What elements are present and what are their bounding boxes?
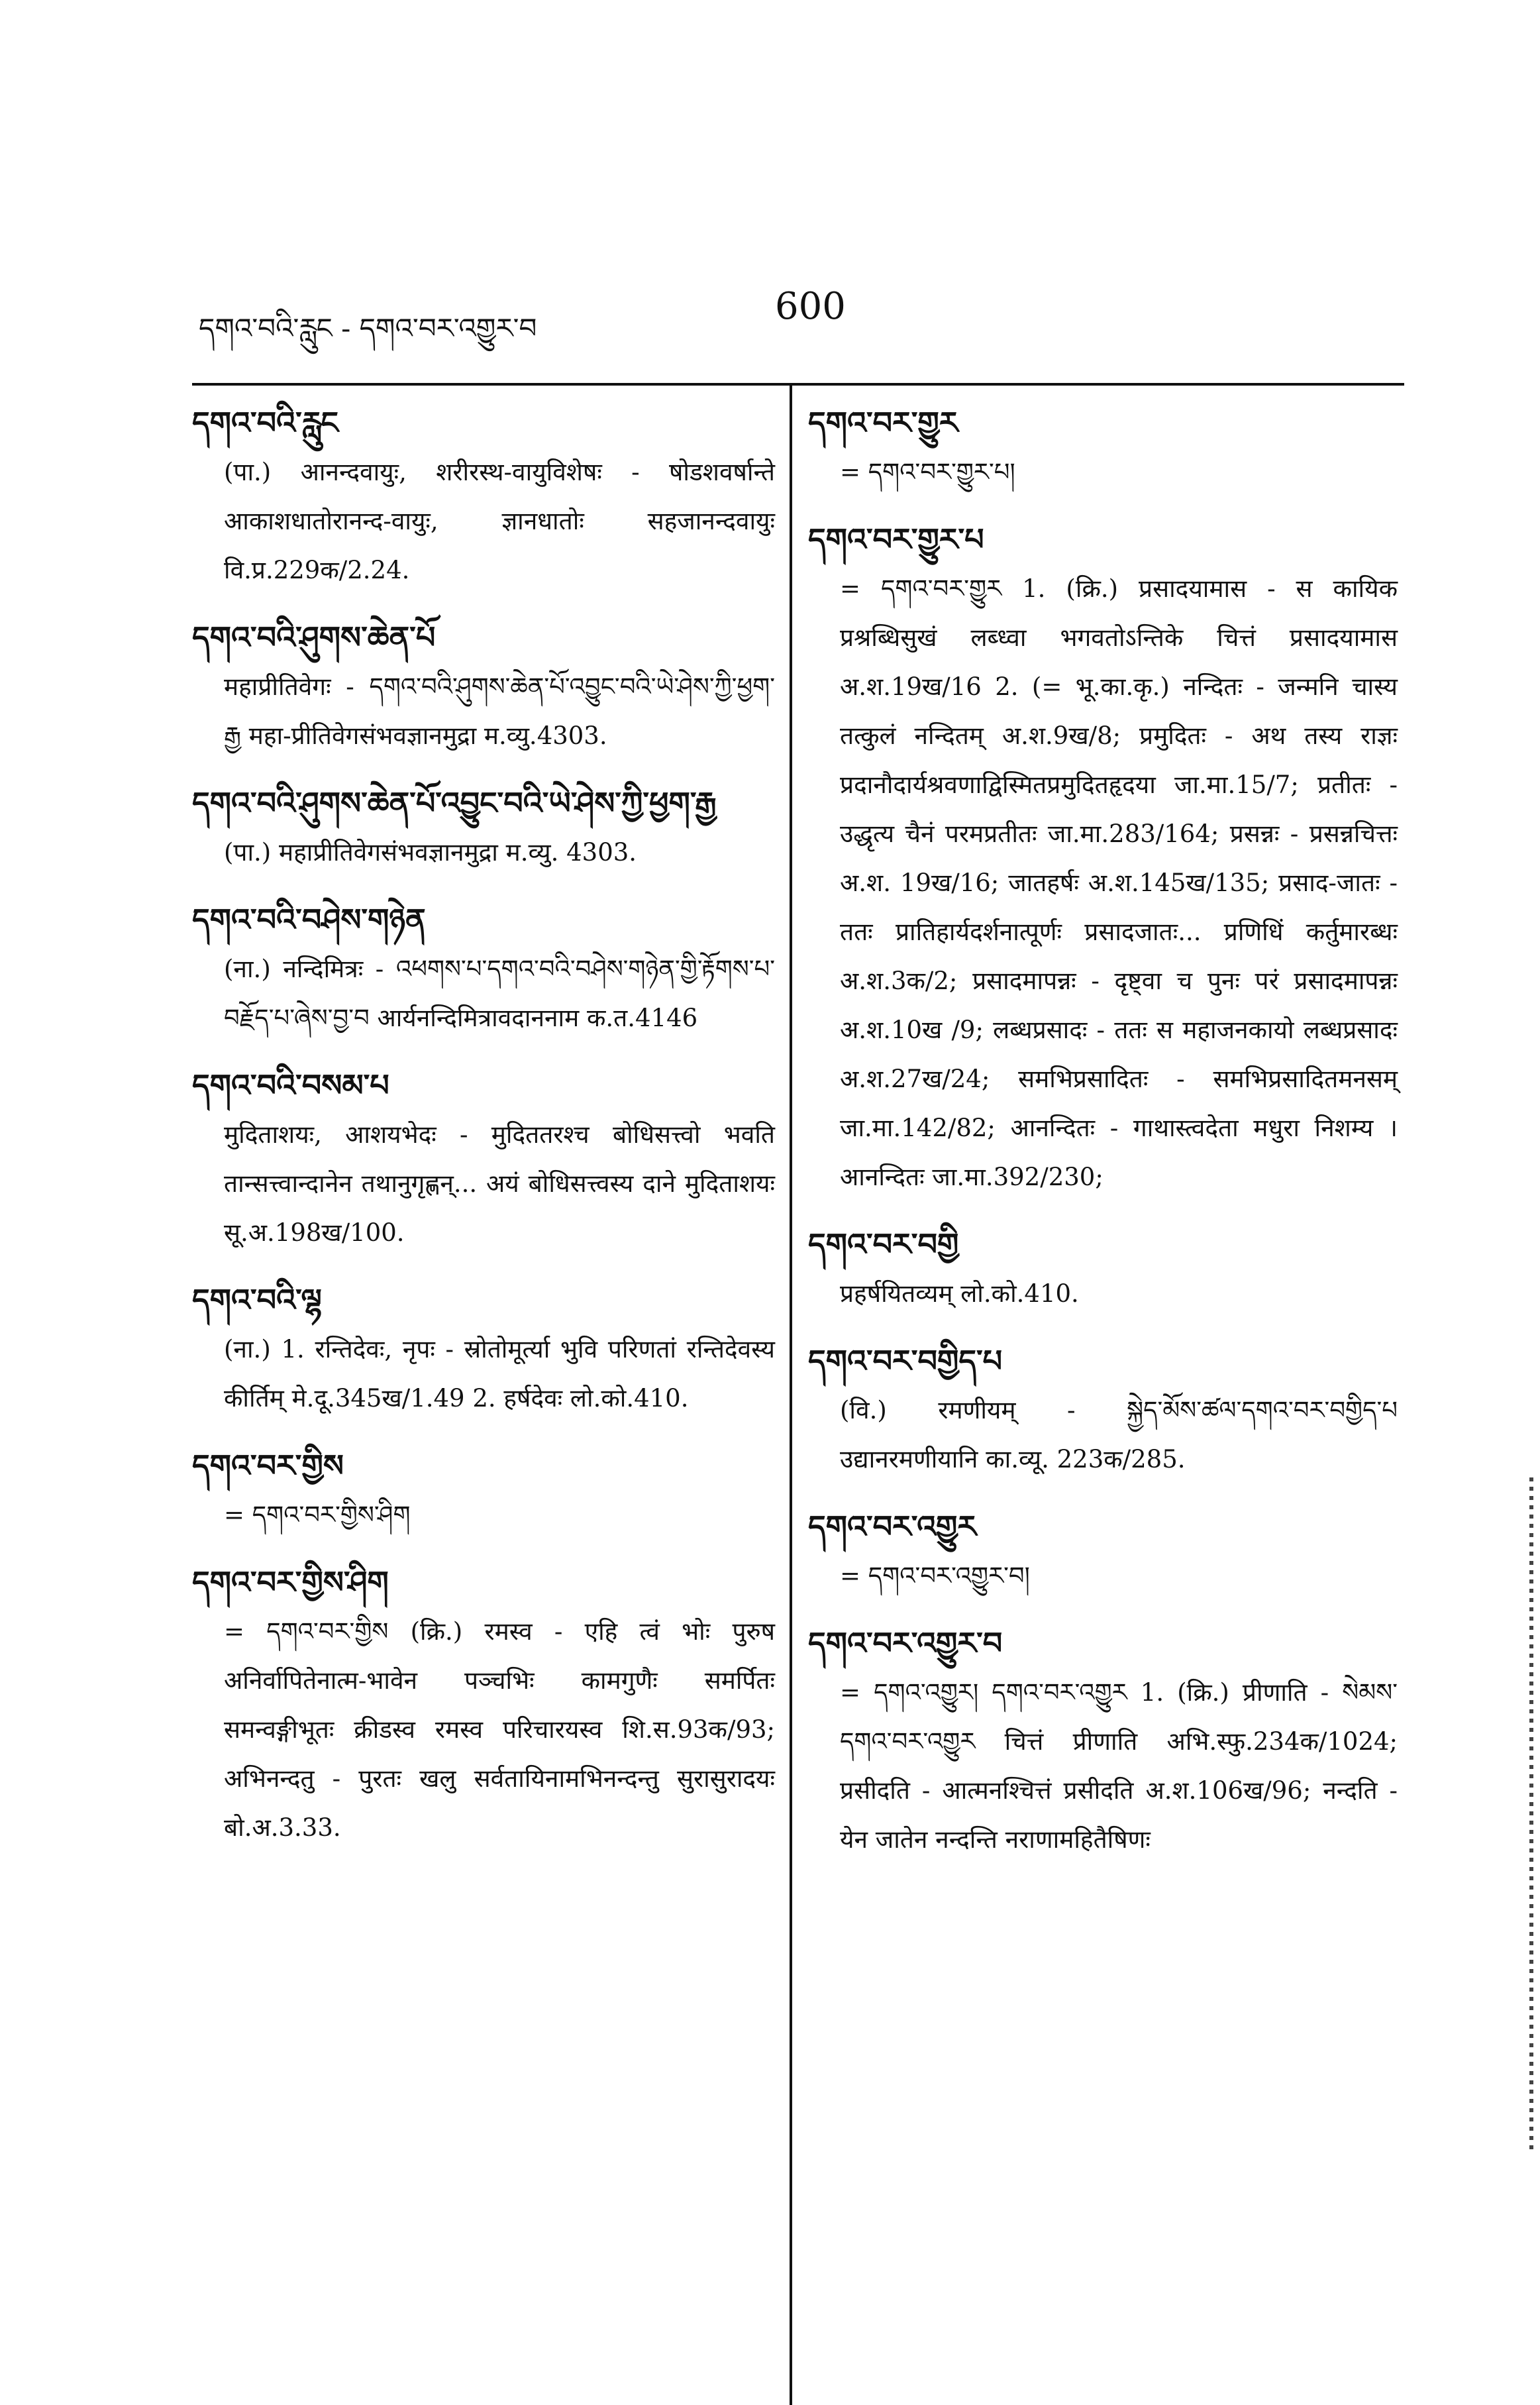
entry-headword: དགའ་བར་གྱུར་པ (808, 521, 984, 557)
entry-headword: དགའ་བའི་རླུང (192, 405, 338, 441)
page-number: 600 (775, 285, 846, 328)
entry-body: मुदिताशयः, आशयभेदः - मुदिततरश्च बोधिसत्त्वो भवति तान्सत्त्वान्दानेन तथानुगृह्णन्... अयं बोधिसत्त्वस्य दाने मुदिताशयः सू.अ.198ख/100. (224, 1120, 775, 1247)
dictionary-entry (192, 1060, 775, 1257)
entry-headword: དགའ་བར་གྱིས (192, 1448, 344, 1483)
dictionary-entry (808, 1219, 1398, 1318)
entry-headword: དགའ་བའི་བཤེས་གཉེན (192, 902, 426, 937)
header-rule (192, 383, 1404, 386)
dictionary-entry (192, 894, 775, 1043)
entry-body: (वि.) रमणीयम् - སྐྱེད་མོས་ཚལ་དགའ་བར་བགྱིད་པ उद्यानरमणीयानि का.व्यू. 223क/285. (840, 1396, 1398, 1473)
entry-body: महाप्रीतिवेगः - དགའ་བའི་ཤུགས་ཆེན་པོ་འབྱུང་བའི་ཡེ་ཤེས་ཀྱི་ཕྱག་རྒྱ महा-प्रीतिवेगसंभवज्ञानमुद्रा म.व्यु.4303. (224, 672, 775, 750)
right-column (808, 398, 1398, 1882)
running-head-title: དགའ་བའི་རླུང - དགའ་བར་འགྱུར་བ (199, 312, 537, 345)
dictionary-entry (808, 398, 1398, 497)
entry-body: = དགའ་བར་གྱིས (क्रि.) रमस्व - एहि त्वं भोः पुरुष अनिर्वापितेनात्म-भावेन पञ्चभिः कामगुणैः समर्पितः समन्वङ्गीभूतः क्रीडस्व रमस्व परिचारयस्व शि.स.93क/93; अभिनन्दतु - पुरतः खलु सर्वतायिनामभिनन्दन्तु सुरासुरादयः बो.अ.3.33. (224, 1617, 775, 1842)
entry-body: (ना.) नन्दिमित्रः - འཕགས་པ་དགའ་བའི་བཤེས་གཉེན་གྱི་རྟོགས་པ་བརྗོད་པ་ཞེས་བྱ་བ आर्यनन्दिमित्रावदाननाम क.त.4146 (224, 955, 775, 1032)
entry-headword: དགའ་བའི་ཤུགས་ཆེན་པོ (192, 619, 436, 655)
entry-headword: དགའ་བའི་ལྷ (192, 1282, 322, 1318)
dictionary-entry (192, 1557, 775, 1852)
entry-body: प्रहर्षयितव्यम् लो.को.410. (840, 1279, 1079, 1308)
entry-body: = དགའ་བར་གྱུར་པ། (840, 458, 1015, 486)
left-column (192, 398, 775, 1870)
dictionary-entry (808, 1501, 1398, 1601)
entry-headword: དགའ་བའི་བསམ་པ (192, 1067, 389, 1103)
dictionary-entry (192, 1440, 775, 1540)
column-divider (790, 384, 792, 2405)
entry-headword: དགའ་བར་འགྱུར་བ (808, 1625, 1003, 1661)
entry-body: = དགའ་བར་གྱུར 1. (क्रि.) प्रसादयामास - स कायिक प्रश्रब्धिसुखं लब्ध्वा भगवतोऽन्तिके चित्तं प्रसादयामास अ.श.19ख/16 2. (= भू.का.कृ.) नन्दितः - जन्मनि चास्य तत्कुलं नन्दितम् अ.श.9ख/8; प्रमुदितः - अथ तस्य राज्ञः प्रदानौदार्यश्रवणाद्विस्मितप्रमुदितहृदया जा.मा.15/7; प्रतीतः - उद्धृत्य चैनं परमप्रतीतः जा.मा.283/164; प्रसन्नः - प्रसन्नचित्तः अ.श. 19ख/16; जातहर्षः अ.श.145ख/135; प्रसाद-जातः - ततः प्रातिहार्यदर्शनात्पूर्णः प्रसादजातः... प्रणिधिं कर्तुमारब्धः अ.श.3क/2; प्रसादमापन्नः - दृष्ट्वा च पुनः परं प्रसादमापन्नः अ.श.10ख /9; लब्धप्रसादः - ततः स महाजनकायो लब्धप्रसादः अ.श.27ख/24; समभिप्रसादितः - समभिप्रसादितमनसम् जा.मा.142/82; आनन्दितः - गाथास्त्वदेता मधुरा निशम्य । आनन्दितः जा.मा.392/230; (840, 574, 1398, 1191)
scan-edge-marks (1529, 1477, 1533, 2153)
running-head (199, 285, 1411, 345)
entry-headword: དགའ་བར་གྱིས་ཤིག (192, 1564, 389, 1600)
entry-headword: དགའ་བར་བགྱི (808, 1226, 959, 1262)
entry-body: (ना.) 1. रन्तिदेवः, नृपः - स्रोतोमूर्त्या भुवि परिणतां रन्तिदेवस्य कीर्तिम् मे.दू.345ख/1.49 2. हर्षदेवः लो.को.410. (224, 1335, 775, 1413)
dictionary-entry (808, 514, 1398, 1202)
dictionary-entry (808, 1618, 1398, 1864)
entry-headword: དགའ་བར་གྱུར (808, 405, 958, 441)
entry-body: (पा.) महाप्रीतिवेगसंभवज्ञानमुद्रा म.व्यु. 4303. (224, 838, 637, 867)
dictionary-entry (808, 1336, 1398, 1484)
entry-headword: དགའ་བའི་ཤུགས་ཆེན་པོ་འབྱུང་བའི་ཡེ་ཤེས་ཀྱི་ཕྱག་རྒྱ (192, 785, 717, 821)
entry-body: (पा.) आनन्दवायुः, शरीरस्थ-वायुविशेषः - षोडशवर्षान्ते आकाशधातोरानन्द-वायुः, ज्ञानधातोः सहजानन्दवायुः वि.प्र.229क/2.24. (224, 458, 775, 584)
dictionary-entry (192, 1275, 775, 1423)
dictionary-entry (192, 778, 775, 877)
entry-body: = དགའ་བར་གྱིས་ཤིག (224, 1501, 411, 1529)
dictionary-entry (192, 612, 775, 761)
entry-headword: དགའ་བར་བགྱིད་པ (808, 1343, 1003, 1379)
entry-body: = དགའ་བར་འགྱུར་བ། (840, 1562, 1030, 1590)
entry-body: = དགའ་འགྱུར། དགའ་བར་འགྱུར 1. (क्रि.) प्रीणाति - སེམས་དགའ་བར་འགྱུར चित्तं प्रीणाति अभि.स्फु.234क/1024; प्रसीदति - आत्मनश्चित्तं प्रसीदति अ.श.106ख/96; नन्दति - येन जातेन नन्दन्ति नराणामहितैषिणः (840, 1678, 1398, 1854)
entry-headword: དགའ་བར་འགྱུར (808, 1509, 977, 1544)
dictionary-entry (192, 398, 775, 595)
